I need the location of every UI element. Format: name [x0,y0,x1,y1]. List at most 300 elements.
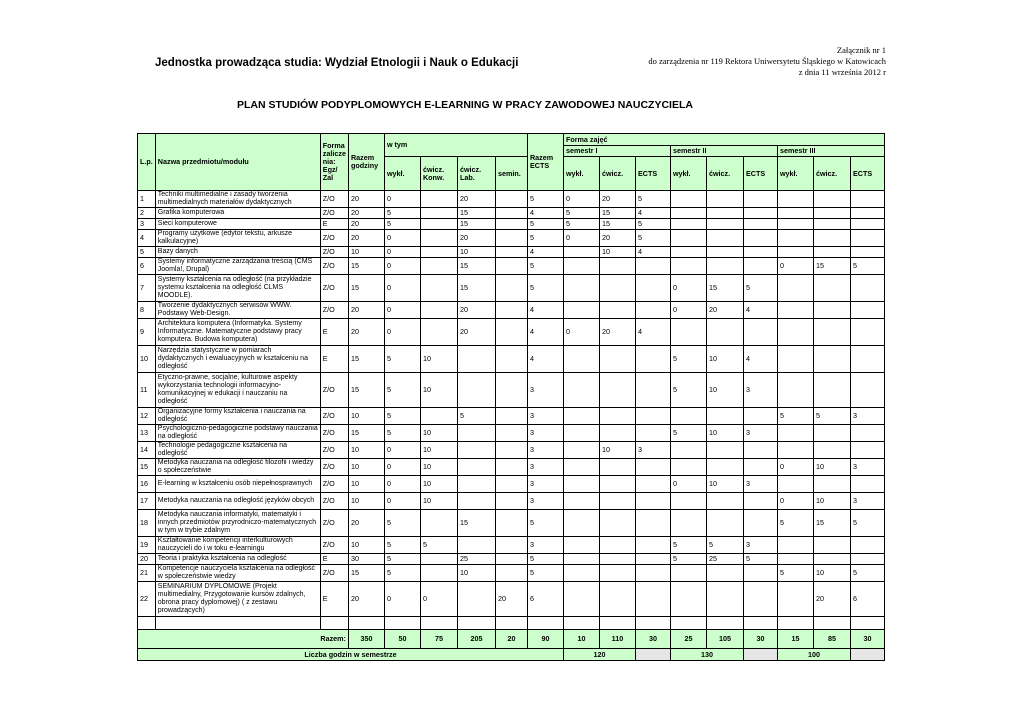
cell-name: Architektura komputera (Informatyka. Systemy Informatyczne. Matematyczne podstawy pracy komputera. Budowa komputera) [155,319,320,346]
cell-name: Tworzenie dydaktycznych serwisów WWW. Podstawy Web-Design. [155,302,320,319]
total-cell: 110 [599,630,635,649]
cell-s2-ects: 5 [743,554,777,565]
cell-s3-exercises: 20 [813,582,850,617]
cell-s1-exercises: 20 [599,230,635,247]
cell-conv: 10 [420,425,457,442]
cell-hours: 20 [348,319,384,346]
cell-s3-ects [850,208,884,219]
cell-form: Z/O [320,425,348,442]
cell-hours: 15 [348,565,384,582]
total-cell: 20 [495,630,527,649]
cell-s3-lecture [777,208,813,219]
table-row [138,493,885,510]
cell-form: Z/O [320,191,348,208]
cell-s2-ects [743,258,777,275]
cell-seminar [495,565,527,582]
cell-lp: 4 [138,230,156,247]
cell-s3-lecture [777,302,813,319]
cell-seminar: 20 [495,582,527,617]
cell-lecture: 0 [384,191,420,208]
total-cell: 15 [777,630,813,649]
cell-lab: 15 [457,258,495,275]
cell-s1-exercises [599,425,635,442]
cell-s2-exercises [706,319,743,346]
cell-s1-ects [635,476,670,493]
cell-name: Narzędzia statystyczne w pomiarach dydaktycznych i ewaluacyjnych w kształceniu na odległość [155,346,320,373]
cell-s3-ects [850,302,884,319]
cell-s3-lecture: 5 [777,510,813,537]
cell-ects: 4 [527,319,563,346]
cell-s2-lecture: 5 [670,554,706,565]
cell-s1-lecture [563,442,599,459]
cell-hours: 10 [348,247,384,258]
cell-seminar [495,408,527,425]
cell-s1-lecture: 5 [563,219,599,230]
cell-name: Kompetencje nauczyciela kształcenia na odległość w społeczeństwie wiedzy [155,565,320,582]
hatched-cell [635,649,670,661]
cell-s2-ects: 3 [743,476,777,493]
cell-s1-lecture: 0 [563,191,599,208]
cell-seminar [495,476,527,493]
header-total-hours: Razem godziny [348,134,384,191]
cell-s3-ects [850,554,884,565]
header-class-form: Forma zajęć [563,134,884,146]
cell-s2-exercises: 15 [706,275,743,302]
cell-s1-exercises [599,258,635,275]
totals-row [138,630,885,649]
cell-lab [457,582,495,617]
header-conversation-exercises: ćwicz. Konw. [420,157,457,191]
cell-form: Z/O [320,258,348,275]
cell-ects: 5 [527,554,563,565]
cell-s3-lecture [777,191,813,208]
cell-s3-exercises [813,275,850,302]
cell-seminar [495,191,527,208]
cell-conv [420,275,457,302]
cell-lp: 20 [138,554,156,565]
cell-ects: 3 [527,476,563,493]
cell-ects: 5 [527,510,563,537]
cell-s3-exercises [813,302,850,319]
header-semester-1: semestr I [563,146,670,157]
cell-s2-exercises: 25 [706,554,743,565]
cell-s3-lecture: 0 [777,459,813,476]
cell-s1-lecture [563,408,599,425]
header-s2-exercises: ćwicz. [706,157,743,191]
cell-s2-ects: 5 [743,275,777,302]
total-cell: 50 [384,630,420,649]
cell-name: Programy użytkowe (edytor tekstu, arkusze kalkulacyjne) [155,230,320,247]
cell-s2-exercises [706,459,743,476]
cell-lp: 14 [138,442,156,459]
cell-s1-exercises [599,537,635,554]
cell-s1-ects [635,258,670,275]
cell-hours: 20 [348,510,384,537]
cell-name: Psychologiczno-pedagogiczne podstawy nauczania na odległość [155,425,320,442]
cell-s2-ects [743,510,777,537]
cell-s1-lecture [563,493,599,510]
cell-name: Kształtowanie kompetencji interkulturowych nauczycieli do i w toku e-learningu [155,537,320,554]
cell-conv [420,302,457,319]
cell-s2-lecture [670,191,706,208]
cell-lab: 10 [457,247,495,258]
cell-s2-exercises: 10 [706,373,743,408]
cell-s2-exercises: 10 [706,476,743,493]
cell-s3-lecture [777,247,813,258]
cell-s1-exercises [599,493,635,510]
cell-seminar [495,319,527,346]
cell-s3-exercises [813,554,850,565]
cell-name: Sieci komputerowe [155,219,320,230]
total-cell: 25 [670,630,706,649]
cell-s1-ects [635,302,670,319]
semester-3-hours: 100 [777,649,850,661]
cell-name: Techniki multimedialne i zasady tworzenia multimedialnych materiałów dydaktycznych [155,191,320,208]
cell-lab [457,346,495,373]
cell-ects: 4 [527,302,563,319]
cell-conv [420,208,457,219]
cell-s3-exercises [813,537,850,554]
cell-s1-exercises [599,302,635,319]
cell-s2-exercises [706,191,743,208]
cell-s1-ects [635,582,670,617]
table-row [138,565,885,582]
cell-ects: 5 [527,191,563,208]
header-total-ects: Razem ECTS [527,134,563,191]
cell-s1-lecture [563,565,599,582]
cell-s2-exercises: 20 [706,302,743,319]
cell-s2-lecture [670,219,706,230]
cell-lecture: 5 [384,219,420,230]
cell-s2-exercises [706,258,743,275]
cell-s1-ects: 4 [635,208,670,219]
cell-s2-lecture [670,459,706,476]
table-row [138,258,885,275]
cell-s1-exercises [599,459,635,476]
cell-s2-ects: 3 [743,537,777,554]
cell-s1-exercises [599,582,635,617]
cell-ects: 3 [527,493,563,510]
cell-s1-exercises: 15 [599,208,635,219]
table-row [138,582,885,617]
cell-ects: 3 [527,459,563,476]
cell-lecture: 5 [384,565,420,582]
cell-lp: 13 [138,425,156,442]
cell-seminar [495,442,527,459]
cell-hours: 20 [348,230,384,247]
cell-hours: 10 [348,442,384,459]
cell-lab [457,373,495,408]
cell-hours: 20 [348,191,384,208]
cell-s3-lecture: 0 [777,258,813,275]
cell-s3-exercises [813,247,850,258]
cell-name: Metodyka nauczania na odległość filozofii i wiedzy o społeczeństwie [155,459,320,476]
header-s3-lecture: wykł. [777,157,813,191]
cell-hours: 10 [348,537,384,554]
cell-lab: 20 [457,191,495,208]
cell-s3-ects [850,373,884,408]
cell-s2-lecture [670,258,706,275]
cell-lab: 15 [457,219,495,230]
cell-s1-exercises: 20 [599,319,635,346]
cell-s1-ects [635,554,670,565]
cell-s1-lecture [563,459,599,476]
cell-s1-ects [635,408,670,425]
cell-s3-exercises: 5 [813,408,850,425]
cell-s1-exercises [599,476,635,493]
cell-s1-exercises [599,554,635,565]
teaching-unit: Jednostka prowadząca studia: Wydział Etnologii i Nauk o Edukacji [155,57,519,69]
cell-lp: 1 [138,191,156,208]
cell-s3-lecture [777,476,813,493]
cell-s2-ects [743,582,777,617]
cell-seminar [495,554,527,565]
cell-s1-lecture: 0 [563,319,599,346]
cell-hours: 15 [348,425,384,442]
cell-name: Systemy kształcenia na odległość (na przykładzie systemu kształcenia na odległość CLMS MOODLE). [155,275,320,302]
cell-s3-ects: 5 [850,565,884,582]
cell-s1-ects [635,275,670,302]
cell-lab [457,476,495,493]
cell-s3-ects: 3 [850,459,884,476]
cell-s3-ects [850,319,884,346]
cell-lecture: 0 [384,493,420,510]
cell-s3-exercises [813,191,850,208]
cell-s2-ects: 3 [743,373,777,408]
cell-s2-ects [743,208,777,219]
cell-s2-exercises [706,565,743,582]
cell-lecture: 0 [384,582,420,617]
cell-seminar [495,247,527,258]
cell-s1-exercises: 15 [599,219,635,230]
cell-s3-ects [850,275,884,302]
cell-s1-lecture [563,346,599,373]
cell-lab: 20 [457,319,495,346]
cell-seminar [495,510,527,537]
cell-s3-exercises: 15 [813,258,850,275]
cell-s2-lecture: 5 [670,537,706,554]
cell-s3-lecture [777,275,813,302]
cell-name: Etyczno-prawne, socjalne, kulturowe aspekty wykorzystania technologii informacyjno-komunikacyjnej w edukacji i nauczaniu na odległość [155,373,320,408]
cell-name: SEMINARIUM DYPLOMOWE (Projekt multimedialny, Przygotowanie kursów zdalnych, obrona pracy dyplomowej) ( z zestawu prowadzących) [155,582,320,617]
cell-s1-lecture [563,510,599,537]
table-row [138,476,885,493]
header-s3-ects: ECTS [850,157,884,191]
cell-s3-lecture: 5 [777,408,813,425]
cell-lecture: 5 [384,373,420,408]
cell-s1-exercises: 10 [599,442,635,459]
table-row [138,537,885,554]
cell-conv [420,565,457,582]
cell-s3-lecture [777,582,813,617]
header-lab-exercises: ćwicz. Lab. [457,157,495,191]
cell-form: Z/O [320,302,348,319]
table-row [138,302,885,319]
cell-lab: 20 [457,230,495,247]
cell-s3-lecture [777,230,813,247]
cell-lp: 10 [138,346,156,373]
cell-seminar [495,373,527,408]
cell-conv: 10 [420,459,457,476]
cell-seminar [495,425,527,442]
cell-ects: 3 [527,442,563,459]
cell-s2-exercises [706,247,743,258]
cell-lecture: 5 [384,208,420,219]
cell-hours: 20 [348,219,384,230]
cell-lab: 15 [457,510,495,537]
table-row [138,247,885,258]
cell-conv [420,554,457,565]
cell-conv [420,408,457,425]
total-cell: 10 [563,630,599,649]
cell-s2-exercises: 10 [706,346,743,373]
cell-lecture: 5 [384,537,420,554]
hatched-cell [743,649,777,661]
cell-lp: 16 [138,476,156,493]
cell-seminar [495,230,527,247]
table-row [138,425,885,442]
cell-form: E [320,219,348,230]
cell-hours: 15 [348,373,384,408]
header-seminar: semin. [495,157,527,191]
cell-s1-lecture [563,425,599,442]
cell-lecture: 0 [384,459,420,476]
cell-form: E [320,582,348,617]
cell-name: Teoria i praktyka kształcenia na odległość [155,554,320,565]
cell-lab: 5 [457,408,495,425]
cell-seminar [495,302,527,319]
cell-ects: 3 [527,373,563,408]
cell-s3-exercises [813,373,850,408]
header-s1-ects: ECTS [635,157,670,191]
cell-s3-ects: 3 [850,493,884,510]
total-cell: 90 [527,630,563,649]
cell-s2-ects [743,319,777,346]
cell-s2-exercises [706,510,743,537]
cell-s1-ects [635,346,670,373]
cell-seminar [495,493,527,510]
cell-form: Z/O [320,442,348,459]
cell-s3-lecture [777,219,813,230]
cell-hours: 10 [348,493,384,510]
cell-lp: 8 [138,302,156,319]
cell-lecture: 0 [384,442,420,459]
semester-hours-label: Liczba godzin w semestrze [138,649,564,661]
cell-hours: 15 [348,258,384,275]
cell-seminar [495,346,527,373]
cell-s3-ects: 5 [850,510,884,537]
cell-lp: 22 [138,582,156,617]
cell-s2-exercises [706,442,743,459]
document-title: PLAN STUDIÓW PODYPLOMOWYCH E-LEARNING W PRACY ZAWODOWEJ NAUCZYCIELA [237,99,693,111]
total-cell: 350 [348,630,384,649]
cell-s2-lecture [670,408,706,425]
cell-s1-exercises [599,565,635,582]
cell-s1-exercises [599,373,635,408]
annex-note [566,45,886,78]
cell-s1-lecture [563,373,599,408]
cell-s1-lecture [563,537,599,554]
cell-s1-lecture: 5 [563,208,599,219]
cell-ects: 3 [527,425,563,442]
header-s2-lecture: wykł. [670,157,706,191]
cell-hours: 10 [348,476,384,493]
cell-s1-lecture [563,258,599,275]
total-cell: 85 [813,630,850,649]
cell-s1-ects: 5 [635,219,670,230]
cell-lab: 10 [457,565,495,582]
cell-hours: 20 [348,302,384,319]
cell-s1-ects [635,373,670,408]
cell-name: Metodyka nauczania informatyki, matematyki i innych przedmiotów przyrodniczo-matematycznych w tym w trybie zdalnym [155,510,320,537]
cell-s3-exercises: 10 [813,493,850,510]
cell-name: E-learning w kształceniu osób niepełnosprawnych [155,476,320,493]
cell-s3-exercises [813,230,850,247]
header-semester-2: semestr II [670,146,777,157]
cell-conv [420,230,457,247]
cell-s2-exercises [706,582,743,617]
cell-s3-lecture: 5 [777,565,813,582]
cell-s2-lecture [670,442,706,459]
header-s1-exercises: ćwicz. [599,157,635,191]
cell-lp: 18 [138,510,156,537]
cell-name: Bazy danych [155,247,320,258]
cell-ects: 3 [527,537,563,554]
cell-conv: 10 [420,442,457,459]
cell-s1-ects [635,493,670,510]
cell-lp: 19 [138,537,156,554]
cell-s2-ects [743,219,777,230]
cell-form: Z/O [320,230,348,247]
cell-s2-exercises [706,219,743,230]
cell-lab [457,537,495,554]
cell-seminar [495,459,527,476]
header-assessment-form: Forma zalicze nia: Egz/ Zal [320,134,348,191]
cell-s2-lecture [670,565,706,582]
cell-lecture: 0 [384,230,420,247]
cell-lecture: 5 [384,554,420,565]
total-cell: 75 [420,630,457,649]
cell-s2-lecture [670,582,706,617]
table-row [138,408,885,425]
header-s2-ects: ECTS [743,157,777,191]
cell-form: Z/O [320,537,348,554]
total-cell: 105 [706,630,743,649]
cell-s1-ects [635,425,670,442]
cell-s3-ects [850,230,884,247]
cell-s3-ects [850,476,884,493]
cell-ects: 3 [527,408,563,425]
cell-ects: 5 [527,258,563,275]
cell-s2-ects [743,191,777,208]
cell-s2-ects [743,408,777,425]
cell-s2-lecture [670,510,706,537]
cell-lecture: 5 [384,408,420,425]
cell-form: E [320,554,348,565]
cell-s2-lecture [670,493,706,510]
cell-name: Systemy informatyczne zarządzania treścią (CMS Joomla!, Drupal) [155,258,320,275]
cell-s1-lecture [563,247,599,258]
cell-ects: 6 [527,582,563,617]
cell-conv: 10 [420,476,457,493]
cell-s2-lecture [670,208,706,219]
cell-s2-ects [743,459,777,476]
table-row [138,208,885,219]
header-including: w tym [384,134,527,157]
cell-lp: 5 [138,247,156,258]
cell-seminar [495,208,527,219]
table-row [138,319,885,346]
